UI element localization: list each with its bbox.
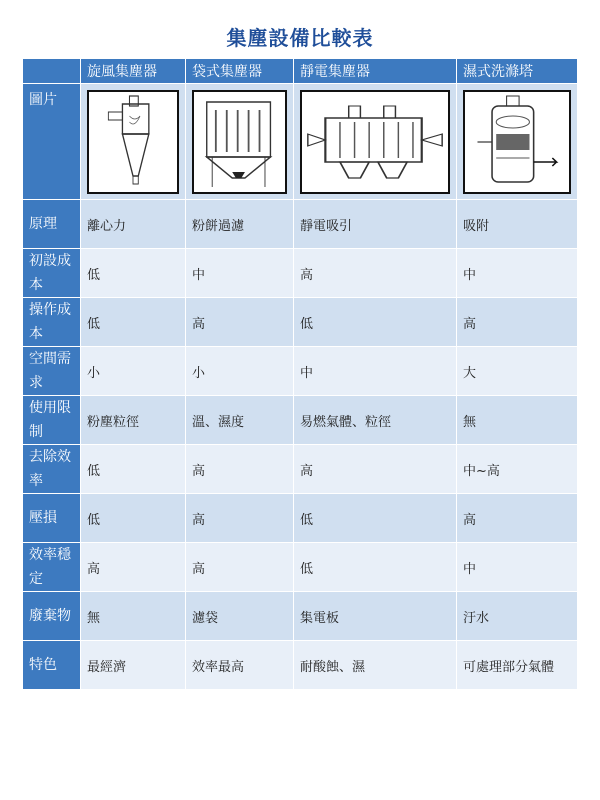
row-label-principle: 原理: [23, 200, 81, 249]
row-label-pressure-loss: 壓損: [23, 494, 81, 543]
waste-cyclone-cell: 無: [81, 592, 186, 641]
cyclone-image-cell: [81, 84, 186, 200]
efficiency-stability-baghouse-cell: 高: [186, 543, 294, 592]
operating-cost-electrostatic-cell: 低: [294, 298, 457, 347]
header-cyclone: 旋風集塵器: [81, 59, 186, 84]
usage-limit-wet-scrubber-cell: 無: [457, 396, 578, 445]
pressure-loss-wet-scrubber-cell: 高: [457, 494, 578, 543]
principle-wet-scrubber-cell: 吸附: [457, 200, 578, 249]
row-usage-limit: [23, 396, 578, 445]
space-requirement-baghouse-cell: 小: [186, 347, 294, 396]
feature-electrostatic-cell: 耐酸蝕、濕: [294, 641, 457, 690]
row-label-image: 圖片: [23, 84, 81, 200]
initial-cost-electrostatic-cell: 高: [294, 249, 457, 298]
initial-cost-baghouse-cell: 中: [186, 249, 294, 298]
usage-limit-cyclone-cell: 粉塵粒徑: [81, 396, 186, 445]
cyclone-diagram-image: [87, 90, 179, 194]
pressure-loss-electrostatic-cell: 低: [294, 494, 457, 543]
usage-limit-baghouse-cell: 溫、濕度: [186, 396, 294, 445]
efficiency-stability-cyclone-cell: 高: [81, 543, 186, 592]
baghouse-diagram-image: [192, 90, 287, 194]
waste-electrostatic-cell: 集電板: [294, 592, 457, 641]
row-waste: [23, 592, 578, 641]
efficiency-stability-wet-scrubber-cell: 中: [457, 543, 578, 592]
waste-wet-scrubber-cell: 汙水: [457, 592, 578, 641]
baghouse-image-cell: [186, 84, 294, 200]
row-label-feature: 特色: [23, 641, 81, 690]
wet-scrubber-diagram-image: [463, 90, 571, 194]
pressure-loss-cyclone-cell: 低: [81, 494, 186, 543]
space-requirement-electrostatic-cell: 中: [294, 347, 457, 396]
space-requirement-wet-scrubber-cell: 大: [457, 347, 578, 396]
feature-baghouse-cell: 效率最高: [186, 641, 294, 690]
row-principle: [23, 200, 578, 249]
row-removal-efficiency: [23, 445, 578, 494]
electrostatic-image-cell: [294, 84, 457, 200]
principle-baghouse-cell: 粉餅過濾: [186, 200, 294, 249]
row-pressure-loss: [23, 494, 578, 543]
operating-cost-wet-scrubber-cell: 高: [457, 298, 578, 347]
removal-efficiency-wet-scrubber-cell: 中~高: [457, 445, 578, 494]
page-title: 集塵設備比較表: [226, 26, 374, 50]
principle-cyclone-cell: 離心力: [81, 200, 186, 249]
pressure-loss-baghouse-cell: 高: [186, 494, 294, 543]
waste-baghouse-cell: 濾袋: [186, 592, 294, 641]
operating-cost-cyclone-cell: 低: [81, 298, 186, 347]
initial-cost-cyclone-cell: 低: [81, 249, 186, 298]
row-label-operating-cost: 操作成本: [23, 298, 81, 347]
header-corner: [23, 59, 81, 84]
feature-wet-scrubber-cell: 可處理部分氣體: [457, 641, 578, 690]
row-operating-cost: [23, 298, 578, 347]
electrostatic-diagram-image: [300, 90, 450, 194]
row-label-initial-cost: 初設成本: [23, 249, 81, 298]
row-space-requirement: [23, 347, 578, 396]
removal-efficiency-cyclone-cell: 低: [81, 445, 186, 494]
row-label-removal-efficiency: 去除效率: [23, 445, 81, 494]
removal-efficiency-electrostatic-cell: 高: [294, 445, 457, 494]
row-label-waste: 廢棄物: [23, 592, 81, 641]
usage-limit-electrostatic-cell: 易燃氣體、粒徑: [294, 396, 457, 445]
row-initial-cost: [23, 249, 578, 298]
efficiency-stability-electrostatic-cell: 低: [294, 543, 457, 592]
header-row: [23, 59, 578, 84]
initial-cost-wet-scrubber-cell: 中: [457, 249, 578, 298]
header-electrostatic: 靜電集塵器: [294, 59, 457, 84]
row-label-efficiency-stability: 效率穩定: [23, 543, 81, 592]
operating-cost-baghouse-cell: 高: [186, 298, 294, 347]
removal-efficiency-baghouse-cell: 高: [186, 445, 294, 494]
row-efficiency-stability: [23, 543, 578, 592]
header-wet-scrubber: 濕式洗滌塔: [457, 59, 578, 84]
comparison-rows: [23, 200, 578, 690]
row-label-space-requirement: 空間需求: [23, 347, 81, 396]
image-row: [23, 84, 578, 200]
wet-scrubber-image-cell: [457, 84, 578, 200]
row-label-usage-limit: 使用限制: [23, 396, 81, 445]
principle-electrostatic-cell: 靜電吸引: [294, 200, 457, 249]
space-requirement-cyclone-cell: 小: [81, 347, 186, 396]
header-baghouse: 袋式集塵器: [186, 59, 294, 84]
feature-cyclone-cell: 最經濟: [81, 641, 186, 690]
comparison-table: [22, 58, 578, 690]
row-feature: [23, 641, 578, 690]
